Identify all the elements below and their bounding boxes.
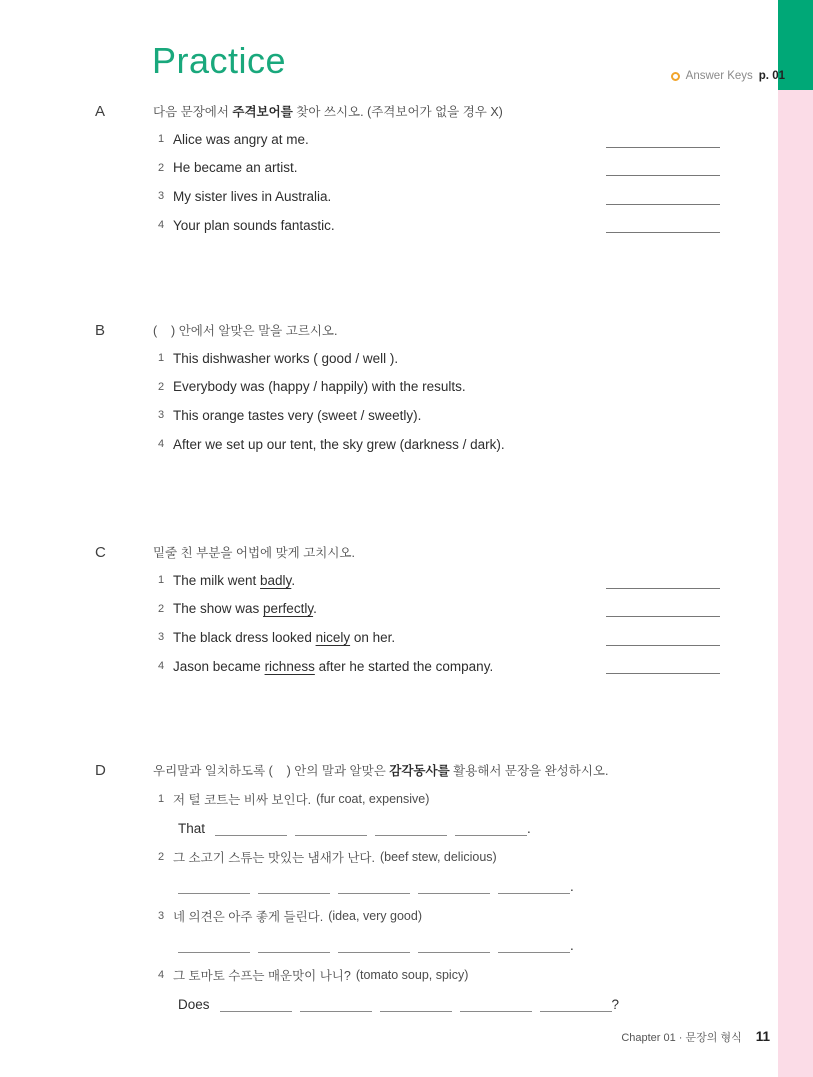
- text-run: 우리말과 일치하도록 ( ) 안의 말과 알맞은: [153, 764, 390, 778]
- end-punctuation: ?: [611, 996, 620, 1012]
- answer-blank: [215, 821, 287, 836]
- korean-prompt: 저 털 코트는 비싸 보인다.: [173, 792, 312, 807]
- section-body: [153, 103, 735, 239]
- text-run: 찾아 쓰시오. (주격보어가 없을 경우 X): [292, 105, 503, 119]
- answer-blank: [498, 938, 570, 953]
- list-item: [153, 430, 735, 459]
- list-item: [153, 902, 735, 961]
- text-run: .: [291, 572, 296, 588]
- answer-blank: [375, 821, 447, 836]
- end-punctuation: .: [570, 938, 574, 954]
- answer-blank: [258, 938, 330, 953]
- text-run: ( ) 안에서 알맞은 말을 고르시오.: [153, 324, 338, 338]
- answer-keys-page-ref: p. 01: [758, 70, 785, 82]
- text-run: Your plan sounds fantastic.: [173, 217, 335, 233]
- answer-blank-line: [606, 616, 720, 617]
- item-sentence: [173, 408, 421, 423]
- list-item: [153, 182, 735, 211]
- answer-blank: [418, 879, 490, 894]
- footer-page-number: 11: [755, 1029, 770, 1044]
- end-punctuation: .: [527, 820, 531, 836]
- answer-blank: [460, 997, 532, 1012]
- end-punctuation: .: [570, 879, 574, 895]
- answer-keys-ring-icon: [671, 72, 680, 81]
- text-run: This dishwasher works ( good / well ).: [173, 350, 399, 366]
- item-sentence: [173, 601, 317, 616]
- item-sentence: [173, 437, 505, 452]
- item-number: 4: [158, 660, 165, 673]
- prompt-row: [153, 902, 735, 931]
- answer-blank: [380, 997, 452, 1012]
- word-hint: (tomato soup, spicy): [355, 968, 469, 983]
- list-item: [153, 595, 735, 624]
- answer-blank-line: [606, 645, 720, 646]
- text-run: on her.: [350, 629, 396, 645]
- item-sentence: [173, 132, 309, 147]
- list-item: [153, 211, 735, 240]
- text-run: After we set up our tent, the sky grew (darkness / dark).: [173, 436, 505, 452]
- word-hint: (beef stew, delicious): [379, 850, 497, 865]
- answer-lead-word: That: [178, 820, 206, 836]
- item-number: 3: [158, 190, 165, 203]
- answer-row: [153, 813, 735, 842]
- item-sentence: [173, 573, 295, 588]
- text-run: .: [313, 601, 317, 617]
- item-number: 4: [158, 438, 165, 451]
- answer-keys-ref: [671, 70, 785, 82]
- section-letter: C: [95, 544, 106, 561]
- item-sentence: [173, 218, 335, 233]
- text-run: 활용해서 문장을 완성하시오.: [449, 764, 609, 778]
- answer-blank: [178, 938, 250, 953]
- item-number: 1: [158, 792, 165, 805]
- answer-blank-line: [606, 175, 720, 176]
- list-item: [153, 623, 735, 652]
- answer-row: [153, 990, 735, 1019]
- item-number: 2: [158, 851, 165, 864]
- section-instruction: [153, 544, 735, 562]
- item-sentence: [173, 630, 395, 645]
- answer-row: [153, 931, 735, 960]
- section-D: [95, 762, 735, 1019]
- answer-blank: [258, 879, 330, 894]
- answer-blank: [338, 938, 410, 953]
- item-sentence: [173, 379, 466, 394]
- answer-blank: [418, 938, 490, 953]
- answer-blank: [455, 821, 527, 836]
- answer-blank: [295, 821, 367, 836]
- text-run: My sister lives in Australia.: [173, 188, 332, 204]
- section-body: [153, 544, 735, 680]
- answer-blank: [540, 997, 612, 1012]
- item-sentence: [173, 351, 398, 366]
- item-sentence: [173, 659, 493, 674]
- section-items: [153, 125, 735, 239]
- answer-keys-label: Answer Keys: [685, 70, 753, 82]
- answer-blank-line: [606, 673, 720, 674]
- section-items: [153, 784, 735, 1019]
- list-item: [153, 652, 735, 681]
- item-number: 4: [158, 219, 165, 232]
- section-C: [95, 544, 735, 680]
- text-run: 다음 문장에서: [153, 105, 233, 119]
- answer-blank-line: [606, 147, 720, 148]
- section-B: [95, 322, 735, 458]
- text-run: Jason became: [173, 658, 265, 674]
- section-A: [95, 103, 735, 239]
- item-number: 1: [158, 133, 165, 146]
- section-instruction: [153, 762, 735, 780]
- list-item: [153, 125, 735, 154]
- answer-lead-word: Does: [178, 996, 210, 1012]
- list-item: [153, 344, 735, 373]
- text-run: after he started the company.: [314, 658, 494, 674]
- prompt-row: [153, 784, 735, 813]
- underlined-word: nicely: [315, 629, 351, 645]
- list-item: [153, 154, 735, 183]
- item-number: 1: [158, 352, 165, 365]
- word-hint: (fur coat, expensive): [316, 791, 430, 806]
- section-items: [153, 344, 735, 458]
- text-run: The show was: [173, 601, 264, 617]
- item-number: 2: [158, 380, 165, 393]
- list-item: [153, 566, 735, 595]
- prompt-row: [153, 843, 735, 872]
- text-run: The milk went: [173, 572, 261, 588]
- section-letter: A: [95, 103, 106, 120]
- item-number: 2: [158, 602, 165, 615]
- item-number: 4: [158, 969, 165, 982]
- list-item: [153, 843, 735, 902]
- section-instruction: [153, 322, 735, 340]
- answer-blank: [300, 997, 372, 1012]
- underlined-word: richness: [264, 658, 315, 674]
- answer-blank-line: [606, 204, 720, 205]
- list-item: [153, 960, 735, 1019]
- korean-prompt: 네 의견은 아주 좋게 들린다.: [173, 910, 324, 925]
- answer-blank: [338, 879, 410, 894]
- answer-row: [153, 872, 735, 901]
- item-number: 3: [158, 631, 165, 644]
- korean-prompt: 그 소고기 스튜는 맛있는 냄새가 난다.: [173, 851, 375, 866]
- answer-blank-line: [606, 232, 720, 233]
- bold-term: 주격보어를: [232, 105, 293, 119]
- text-run: 밑줄 친 부분을 어법에 맞게 고치시오.: [153, 546, 355, 560]
- page-footer: [621, 1029, 770, 1045]
- item-number: 3: [158, 910, 165, 923]
- page-title: Practice: [152, 40, 287, 81]
- section-body: [153, 762, 735, 1019]
- item-number: 3: [158, 409, 165, 422]
- word-hint: (idea, very good): [328, 909, 423, 924]
- underlined-word: badly: [260, 572, 292, 588]
- footer-chapter-label: Chapter 01 · 문장의 형식: [621, 1032, 742, 1044]
- korean-prompt: 그 토마토 수프는 매운맛이 나니?: [173, 969, 351, 984]
- item-sentence: [173, 160, 298, 175]
- text-run: He became an artist.: [173, 160, 298, 176]
- text-run: The black dress looked: [173, 629, 316, 645]
- side-accent-strip: [778, 90, 813, 1077]
- item-number: 2: [158, 161, 165, 174]
- answer-blank: [220, 997, 292, 1012]
- section-body: [153, 322, 735, 458]
- answer-blank: [178, 879, 250, 894]
- bold-term: 감각동사를: [389, 764, 450, 778]
- list-item: [153, 373, 735, 402]
- text-run: Everybody was (happy / happily) with the results.: [173, 379, 466, 395]
- section-letter: B: [95, 322, 106, 339]
- text-run: Alice was angry at me.: [173, 131, 309, 147]
- section-instruction: [153, 103, 735, 121]
- item-number: 1: [158, 574, 165, 587]
- answer-blank-line: [606, 588, 720, 589]
- text-run: This orange tastes very (sweet / sweetly).: [173, 407, 422, 423]
- prompt-row: [153, 960, 735, 989]
- list-item: [153, 784, 735, 843]
- section-items: [153, 566, 735, 680]
- list-item: [153, 401, 735, 430]
- item-sentence: [173, 189, 331, 204]
- underlined-word: perfectly: [263, 601, 314, 617]
- section-letter: D: [95, 762, 106, 779]
- answer-blank: [498, 879, 570, 894]
